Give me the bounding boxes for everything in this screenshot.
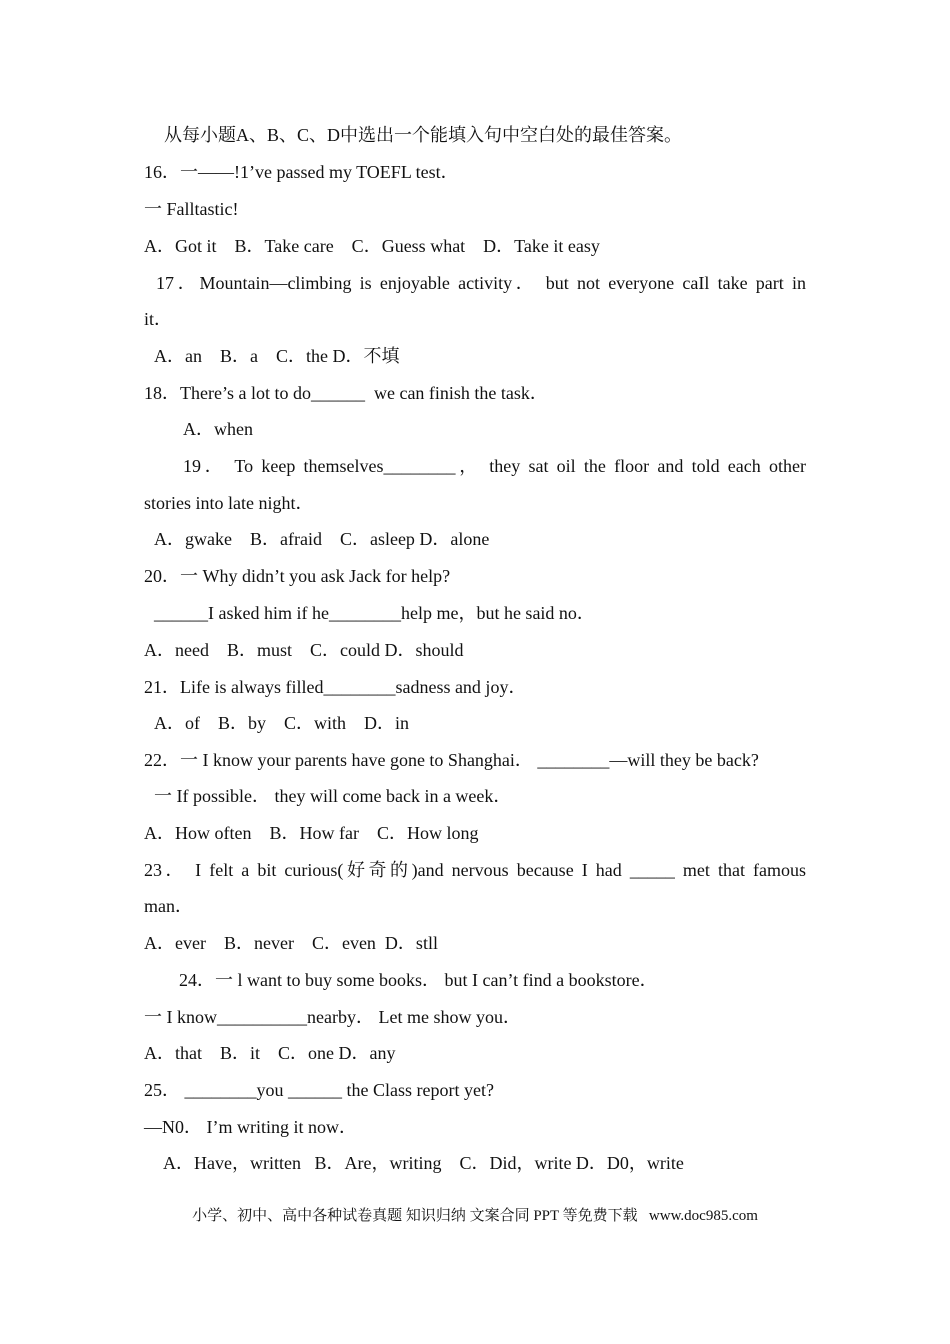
- q16-reply: 一 Falltastic!: [144, 199, 239, 219]
- q16-stem: 16．一——!1’ve passed my TOEFL test．: [144, 162, 459, 182]
- q25-reply: —N0． I’m writing it now．: [144, 1117, 357, 1137]
- q19-stem: 19． To keep themselves________， they sat oil the floor and told each other: [183, 456, 806, 476]
- q21-options: A．of B．by C．with D．in: [154, 713, 410, 733]
- q18-options: A．when: [183, 419, 253, 439]
- q24-options: A．that B．it C．one D．any: [144, 1043, 396, 1063]
- q25-stem: 25． ________you ______ the Class report yet?: [144, 1080, 494, 1100]
- q20-options: A．need B．must C．could D．should: [144, 640, 464, 660]
- q17-stem: 17．Mountain—climbing is enjoyable activity． but not everyone caIl take part in: [156, 273, 806, 293]
- q17-stem-cont: it．: [144, 309, 173, 329]
- q18-stem: 18．There’s a lot to do______ we can finish the task．: [144, 383, 548, 403]
- instruction-text: 从每小题A、B、C、D中选出一个能填入句中空白处的最佳答案。: [164, 125, 683, 145]
- q19-options: A．gwake B．afraid C．asleep D．alone: [154, 529, 490, 549]
- q20-stem: 20．一 Why didn’t you ask Jack for help?: [144, 566, 451, 586]
- q20-reply: ______I asked him if he________help me，but he said no．: [154, 603, 595, 623]
- q17-options: A．an B．a C．the D．不填: [154, 346, 400, 366]
- page-footer: 小学、初中、高中各种试卷真题 知识归纳 文案合同 PPT 等免费下载 www.doc985.com: [192, 1208, 758, 1224]
- q23-options: A．ever B．never C．even D．stll: [144, 933, 438, 953]
- q25-options: A．Have，written B．Are，writing C．Did，write D．D0，write: [163, 1153, 684, 1173]
- q24-stem: 24．一 l want to buy some books． but I can’t find a bookstore．: [179, 970, 658, 990]
- q24-reply: 一 I know__________nearby． Let me show you．: [144, 1007, 521, 1027]
- q23-stem-cont: man．: [144, 896, 193, 916]
- q19-stem-cont: stories into late night．: [144, 493, 314, 513]
- q16-options: A．Got it B．Take care C．Guess what D．Take it easy: [144, 236, 600, 256]
- q22-options: A．How often B．How far C．How long: [144, 823, 479, 843]
- q23-stem: 23． I felt a bit curious(好奇的)and nervous because I had _____ met that famous: [144, 860, 806, 880]
- q21-stem: 21．Life is always filled________sadness and joy．: [144, 677, 527, 697]
- q22-reply: 一 If possible． they will come back in a week．: [154, 786, 512, 806]
- q22-stem: 22．一 I know your parents have gone to Shanghai． ________—will they be back?: [144, 750, 759, 770]
